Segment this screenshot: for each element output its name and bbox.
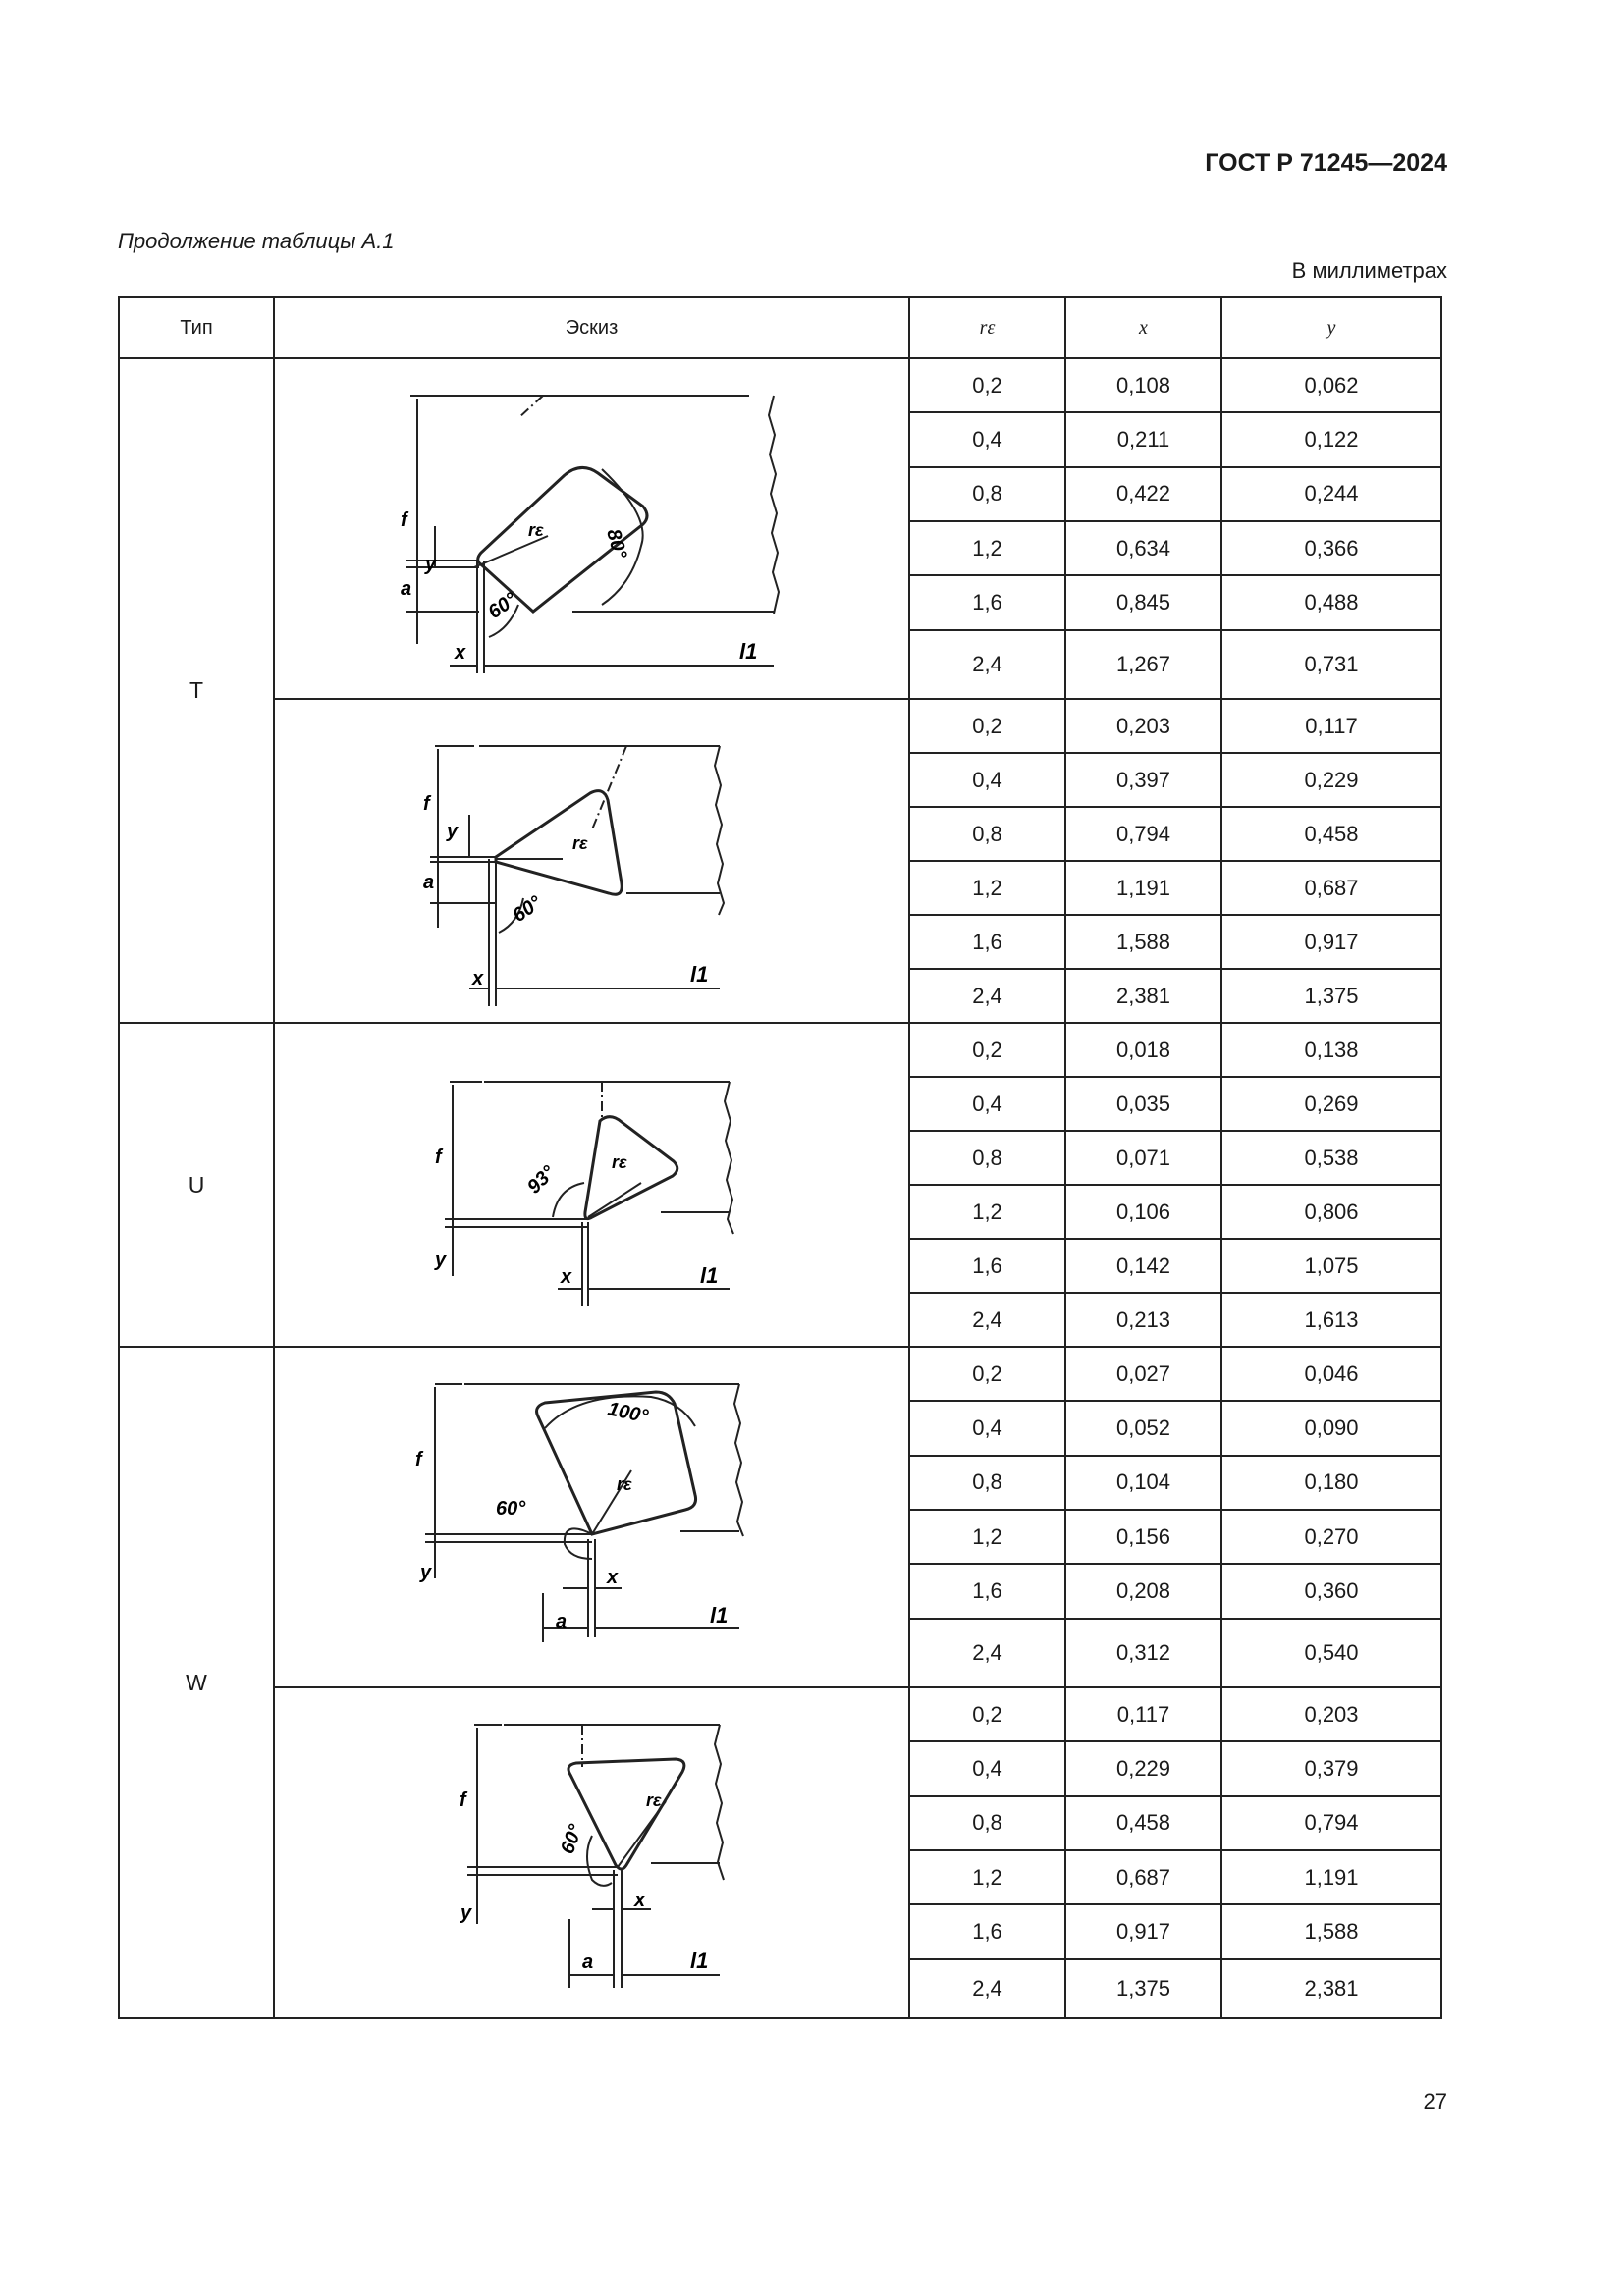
cell-x: 2,381: [1065, 969, 1221, 1023]
cell-x: 0,422: [1065, 467, 1221, 521]
sketch-w-100: [278, 1348, 906, 1686]
cell-y: 0,687: [1221, 861, 1441, 915]
label-x: x: [560, 1265, 571, 1288]
label-re: rε: [616, 1474, 632, 1494]
label-re: rε: [611, 1151, 627, 1172]
label-angle-60: 60°: [483, 588, 521, 624]
cell-x: 1,375: [1065, 1959, 1221, 2018]
sketch-u-93: [278, 1026, 906, 1345]
cell-y: 0,046: [1221, 1347, 1441, 1401]
label-re: rε: [645, 1790, 662, 1810]
label-a: a: [581, 1951, 593, 1973]
label-angle-60: 60°: [508, 891, 546, 927]
cell-y: 0,731: [1221, 630, 1441, 699]
cell-y: 0,379: [1221, 1741, 1441, 1795]
cell-x: 0,458: [1065, 1796, 1221, 1850]
cell-x: 0,211: [1065, 412, 1221, 466]
cell-re: 0,4: [909, 1401, 1065, 1455]
cell-re: 1,6: [909, 1564, 1065, 1618]
col-header-type: Тип: [119, 297, 274, 358]
cell-y: 0,806: [1221, 1185, 1441, 1239]
label-angle-80: 80°: [601, 526, 630, 561]
cell-y: 0,122: [1221, 412, 1441, 466]
cell-re: 0,4: [909, 1741, 1065, 1795]
cell-y: 1,075: [1221, 1239, 1441, 1293]
label-angle-100: 100°: [605, 1398, 650, 1428]
cell-re: 1,2: [909, 521, 1065, 575]
cell-re: 1,6: [909, 1239, 1065, 1293]
label-angle-60: 60°: [495, 1498, 525, 1520]
label-l1: l1: [689, 961, 708, 987]
cell-y: 0,270: [1221, 1510, 1441, 1564]
cell-x: 0,794: [1065, 807, 1221, 861]
cell-y: 0,360: [1221, 1564, 1441, 1618]
cell-x: 0,208: [1065, 1564, 1221, 1618]
label-f: f: [459, 1789, 466, 1811]
cell-y: 0,203: [1221, 1687, 1441, 1741]
cell-x: 0,229: [1065, 1741, 1221, 1795]
cell-x: 1,267: [1065, 630, 1221, 699]
cell-re: 0,2: [909, 1023, 1065, 1077]
col-header-sketch: Эскиз: [274, 297, 909, 358]
cell-y: 0,458: [1221, 807, 1441, 861]
cell-y: 0,794: [1221, 1796, 1441, 1850]
label-y: y: [460, 1902, 471, 1924]
type-cell-U: U: [119, 1023, 274, 1347]
cell-re: 0,4: [909, 753, 1065, 807]
sketch-w-60: [278, 1688, 906, 2017]
cell-re: 2,4: [909, 1293, 1065, 1347]
col-header-y: y: [1221, 297, 1441, 358]
cell-re: 1,6: [909, 1904, 1065, 1958]
label-a: a: [400, 578, 411, 600]
label-l1: l1: [709, 1603, 728, 1628]
table-caption: Продолжение таблицы А.1: [118, 229, 395, 253]
cell-y: 1,191: [1221, 1850, 1441, 1904]
cell-x: 0,213: [1065, 1293, 1221, 1347]
label-f: f: [422, 792, 430, 815]
sketch-cell: [274, 1347, 909, 1687]
label-x: x: [471, 967, 483, 989]
label-l1: l1: [699, 1262, 718, 1288]
cell-x: 0,035: [1065, 1077, 1221, 1131]
cell-x: 0,106: [1065, 1185, 1221, 1239]
type-cell-T: T: [119, 358, 274, 1023]
cell-y: 0,062: [1221, 358, 1441, 412]
units-note: В миллиметрах: [1291, 258, 1447, 283]
cell-re: 2,4: [909, 969, 1065, 1023]
table-row: [119, 1687, 1441, 1741]
cell-x: 1,191: [1065, 861, 1221, 915]
cell-y: 0,117: [1221, 699, 1441, 753]
cell-re: 1,2: [909, 1850, 1065, 1904]
cell-re: 0,2: [909, 358, 1065, 412]
cell-re: 0,4: [909, 412, 1065, 466]
cell-x: 0,018: [1065, 1023, 1221, 1077]
sketch-cell: [274, 1023, 909, 1347]
cell-re: 0,2: [909, 699, 1065, 753]
cell-re: 0,8: [909, 807, 1065, 861]
cell-y: 0,138: [1221, 1023, 1441, 1077]
label-y: y: [419, 1562, 431, 1583]
cell-y: 1,613: [1221, 1293, 1441, 1347]
cell-y: 0,538: [1221, 1131, 1441, 1185]
cell-x: 0,052: [1065, 1401, 1221, 1455]
table-row: [119, 1347, 1441, 1401]
cell-x: 0,104: [1065, 1456, 1221, 1510]
table-row: [119, 699, 1441, 753]
label-a: a: [422, 871, 434, 893]
label-y: y: [424, 554, 436, 575]
cell-x: 0,117: [1065, 1687, 1221, 1741]
label-angle-93: 93°: [522, 1161, 560, 1199]
cell-re: 1,2: [909, 861, 1065, 915]
cell-re: 0,8: [909, 1456, 1065, 1510]
label-y: y: [434, 1249, 446, 1271]
cell-y: 1,588: [1221, 1904, 1441, 1958]
sketch-cell: [274, 699, 909, 1023]
col-header-x: x: [1065, 297, 1221, 358]
cell-x: 0,203: [1065, 699, 1221, 753]
cell-x: 0,142: [1065, 1239, 1221, 1293]
label-l1: l1: [738, 639, 757, 664]
cell-re: 0,2: [909, 1687, 1065, 1741]
cell-re: 0,8: [909, 467, 1065, 521]
label-a: a: [555, 1611, 567, 1632]
cell-re: 2,4: [909, 1959, 1065, 2018]
label-x: x: [633, 1890, 645, 1911]
cell-y: 0,917: [1221, 915, 1441, 969]
cell-y: 0,540: [1221, 1619, 1441, 1687]
sketch-t-60: [278, 702, 906, 1021]
label-f: f: [414, 1449, 422, 1470]
cell-y: 0,269: [1221, 1077, 1441, 1131]
page-number: 27: [1423, 2089, 1447, 2113]
cell-y: 0,180: [1221, 1456, 1441, 1510]
cell-y: 0,244: [1221, 467, 1441, 521]
label-re: rε: [527, 520, 544, 540]
cell-re: 1,6: [909, 915, 1065, 969]
label-x: x: [454, 642, 465, 664]
label-x: x: [606, 1567, 618, 1588]
cell-x: 0,071: [1065, 1131, 1221, 1185]
cell-x: 1,588: [1065, 915, 1221, 969]
cell-y: 0,488: [1221, 575, 1441, 629]
sketch-t-80: [278, 359, 906, 698]
table-header-row: [119, 297, 1441, 358]
cell-re: 0,8: [909, 1796, 1065, 1850]
cell-re: 1,2: [909, 1510, 1065, 1564]
cell-x: 0,397: [1065, 753, 1221, 807]
table-row: [119, 358, 1441, 412]
sketch-cell: [274, 358, 909, 699]
cell-y: 2,381: [1221, 1959, 1441, 2018]
cell-re: 1,6: [909, 575, 1065, 629]
label-l1: l1: [689, 1949, 708, 1973]
cell-x: 0,917: [1065, 1904, 1221, 1958]
cell-re: 0,4: [909, 1077, 1065, 1131]
cell-y: 0,229: [1221, 753, 1441, 807]
cell-y: 1,375: [1221, 969, 1441, 1023]
cell-x: 0,156: [1065, 1510, 1221, 1564]
insert-geometry-table: [118, 296, 1442, 2019]
label-re: rε: [571, 832, 588, 853]
cell-re: 0,2: [909, 1347, 1065, 1401]
label-f: f: [434, 1146, 442, 1168]
document-code: ГОСТ Р 71245—2024: [1205, 149, 1447, 177]
cell-x: 0,027: [1065, 1347, 1221, 1401]
cell-re: 0,8: [909, 1131, 1065, 1185]
cell-y: 0,090: [1221, 1401, 1441, 1455]
label-f: f: [400, 509, 407, 531]
cell-re: 2,4: [909, 630, 1065, 699]
cell-x: 0,634: [1065, 521, 1221, 575]
cell-x: 0,687: [1065, 1850, 1221, 1904]
cell-re: 1,2: [909, 1185, 1065, 1239]
cell-x: 0,845: [1065, 575, 1221, 629]
label-y: y: [446, 820, 458, 842]
sketch-cell: [274, 1687, 909, 2018]
type-cell-W: W: [119, 1347, 274, 2018]
cell-x: 0,108: [1065, 358, 1221, 412]
table-row: [119, 1023, 1441, 1077]
cell-re: 2,4: [909, 1619, 1065, 1687]
cell-x: 0,312: [1065, 1619, 1221, 1687]
col-header-re: rε: [909, 297, 1065, 358]
cell-y: 0,366: [1221, 521, 1441, 575]
label-angle-60: 60°: [556, 1821, 587, 1857]
